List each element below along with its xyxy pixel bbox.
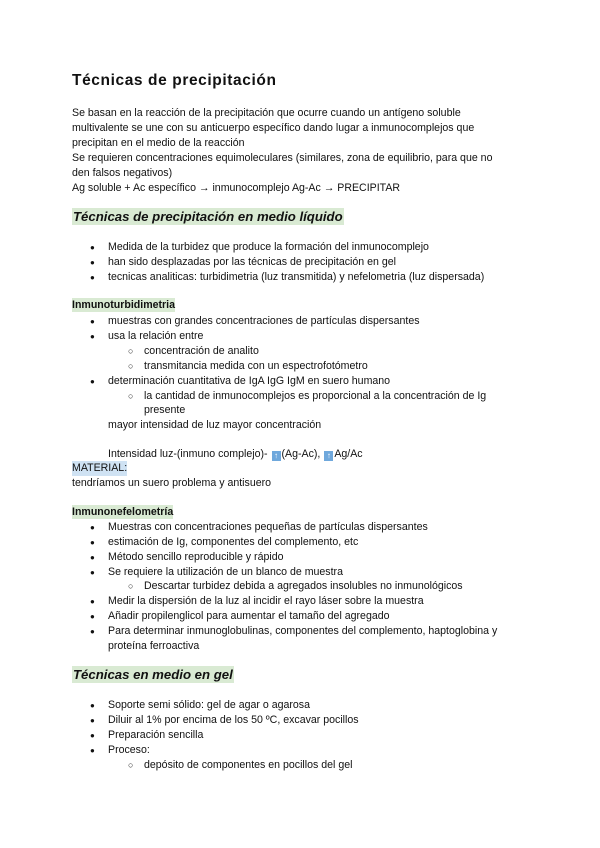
arrow-up-icon: ↑ bbox=[324, 451, 333, 461]
intro-line: Ag soluble + Ac específico → inmunocomplejo Ag-Ac → PRECIPITAR bbox=[72, 182, 401, 194]
section-heading-liquid: Técnicas de precipitación en medio líquido bbox=[73, 209, 343, 224]
section-heading-gel: Técnicas en medio en gel bbox=[73, 667, 233, 682]
arrow-up-icon: ↑ bbox=[272, 451, 281, 461]
intro-line: Se requieren concentraciones equimoleculares (similares, zona de equilibrio, para que no bbox=[72, 152, 493, 164]
list-item-continuation: proteína ferroactiva bbox=[108, 640, 200, 652]
subheading-turbidimetria: Inmunoturbidimetria bbox=[72, 299, 175, 311]
intro-line: den falsos negativos) bbox=[72, 167, 173, 179]
material-label: MATERIAL: bbox=[72, 462, 128, 474]
intro-line: precipitan en el medio de la reacción bbox=[72, 137, 245, 149]
sub-list-item-continuation: presente bbox=[144, 404, 186, 416]
material-text: tendríamos un suero problema y antisuero bbox=[72, 477, 272, 489]
page-title: Técnicas de precipitación bbox=[72, 72, 277, 89]
formula-line: Intensidad luz-(inmuno complejo)- ↑ (Ag-Ac), ↑ Ag/Ac bbox=[108, 448, 363, 460]
note-text: mayor intensidad de luz mayor concentración bbox=[108, 419, 322, 431]
document-page: Técnicas de precipitación Se basan en la reacción de la precipitación que ocurre cuando un antígeno soluble multivalente se une con su anticuerpo específico dando lugar a inmunocomplejos que precipitan en el medio de la reacción Se requieren concentraciones equimoleculares (similares, zona de equilibrio, para que no den falsos negativos) Ag soluble + Ac específico → inmunocomplejo Ag-Ac → PRECIPITAR Técnicas de precipitación en medio líquido Medida de la turbidez que produce la formación del inmunocomplejo han sido desplazadas por las técnicas de precipitación en gel tecnicas analiticas: turbidimetria (luz transmitida) y nefelometria (luz dispersada) Inmunoturbidimetria muestras con grandes concentraciones de partículas dispersantes usa la relación entre concentración de analito transmitancia medida con un espectrofotómetro determinación cuantitativa de IgA IgG IgM en suero humano la cantidad de inmunocomplejos es proporcional a la concentración de Ig presente mayor intensidad de luz mayor concentración Intensidad luz-(inmuno complejo)- ↑ (Ag-Ac), ↑ Ag/Ac MATERIAL: tendríamos un suero problema y antisuero Inmunonefelometría Muestras con concentraciones pequeñas de partículas dispersantes estimación de Ig, componentes del complemento, etc Método sencillo reproducible y rápido Se requiere la utilización de un blanco de muestra Descartar turbidez debida a agregados insolubles no inmunológicos Medir la dispersión de la luz al incidir el rayo láser sobre la muestra Añadir propilenglicol para aumentar el tamaño del agregado Para determinar inmunoglobulinas, componentes del complemento, haptoglobina y proteína ferroactiva Técnicas en medio en gel Soporte semi sólido: gel de agar o agarosa Diluir al 1% por encima de los 50 ºC, excavar pocillos Preparación sencilla Proceso: depósito de componentes en pocillos del gel bbox=[72, 72, 498, 771]
subheading-nefelometria: Inmunonefelometría bbox=[72, 506, 174, 518]
intro-line: Se basan en la reacción de la precipitación que ocurre cuando un antígeno soluble bbox=[72, 107, 461, 119]
intro-line: multivalente se une con su anticuerpo específico dando lugar a inmunocomplejos que bbox=[72, 122, 475, 134]
